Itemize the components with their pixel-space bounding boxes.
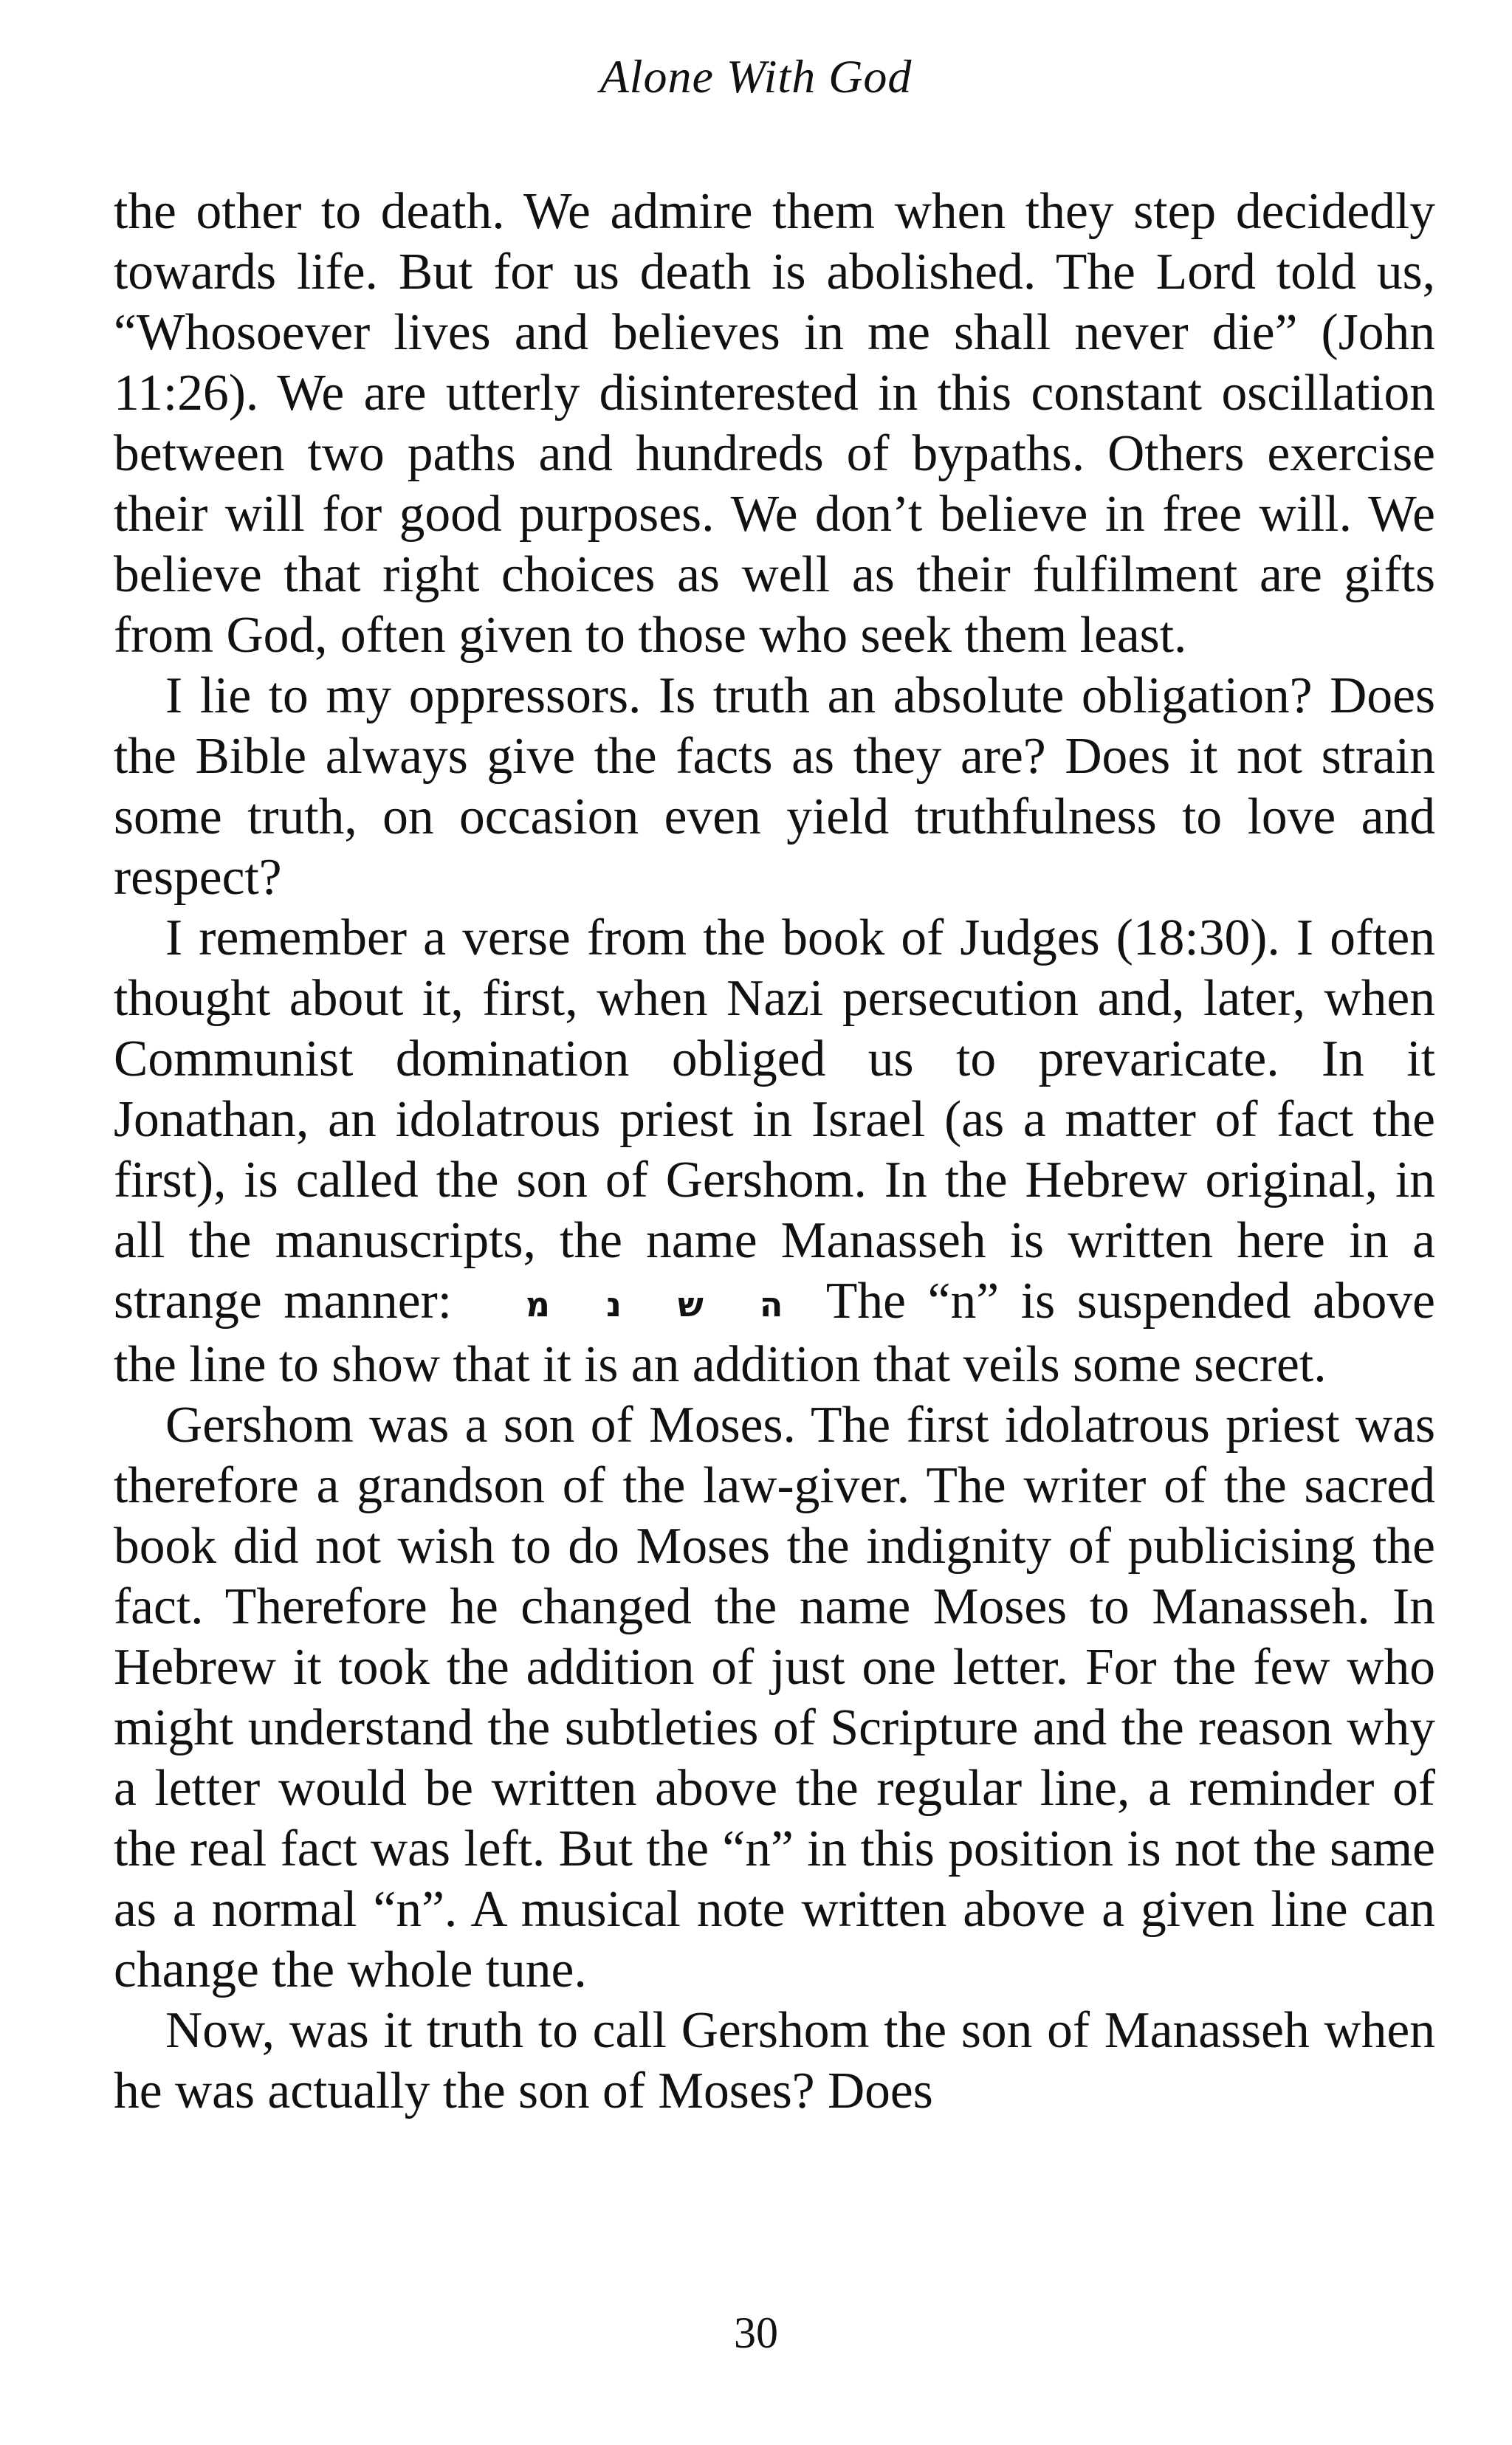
paragraph-3-text-before: I remember a verse from the book of Judges (18:30). I often thought about it, first, when Nazi persecution and, later, when Communist domination obliged us to prevaricate. In it Jonathan, an idolatrous priest in Israel (as a matter of fact the first), is called the son of Gershom. In the Hebrew original, in all the manuscripts, the name Manasseh is written here in a strange manner:	[114, 909, 1435, 1330]
paragraph-4: Gershom was a son of Moses. The first idolatrous priest was therefore a grandson of the law-giver. The writer of the sacred book did not wish to do Moses the indignity of publicising the fact. Therefore he changed the name Moses to Manasseh. In Hebrew it took the addition of just one letter. For the few who might understand the subtleties of Scripture and the reason why a letter would be written above the regular line, a reminder of the real fact was left. But the “n” in this position is not the same as a normal “n”. A musical note written above a given line can change the whole tune.	[114, 1397, 1435, 1998]
running-title: Alone With God	[599, 50, 913, 103]
page-number: 30	[734, 2308, 778, 2357]
hebrew-manasseh: ה ש נ מ	[525, 1285, 805, 1324]
paragraph-2: I lie to my oppressors. Is truth an absolute obligation? Does the Bible always give the facts as they are? Does it not strain some truth, on occasion even yield truthfulness to love and respect?	[114, 667, 1435, 906]
paragraph-5: Now, was it truth to call Gershom the son of Manasseh when he was actually the son of Moses? Does	[114, 2002, 1435, 2119]
paragraph-3	[114, 908, 1435, 1395]
paragraph-3-text-after: The “n” is suspended above the line to show that it is an addition that veils some secret.	[114, 1273, 1435, 1393]
paragraph-1: the other to death. We admire them when they step decidedly towards life. But for us death is abolished. The Lord told us, “Whosoever lives and believes in me shall never die” (John 11:26). We are utterly disinterested in this constant oscillation between two paths and hundreds of bypaths. Others exercise their will for good purposes. We don’t believe in free will. We believe that right choices as well as their fulfilment are gifts from God, often given to those who seek them least.	[114, 183, 1435, 664]
body-text	[114, 182, 1435, 2122]
